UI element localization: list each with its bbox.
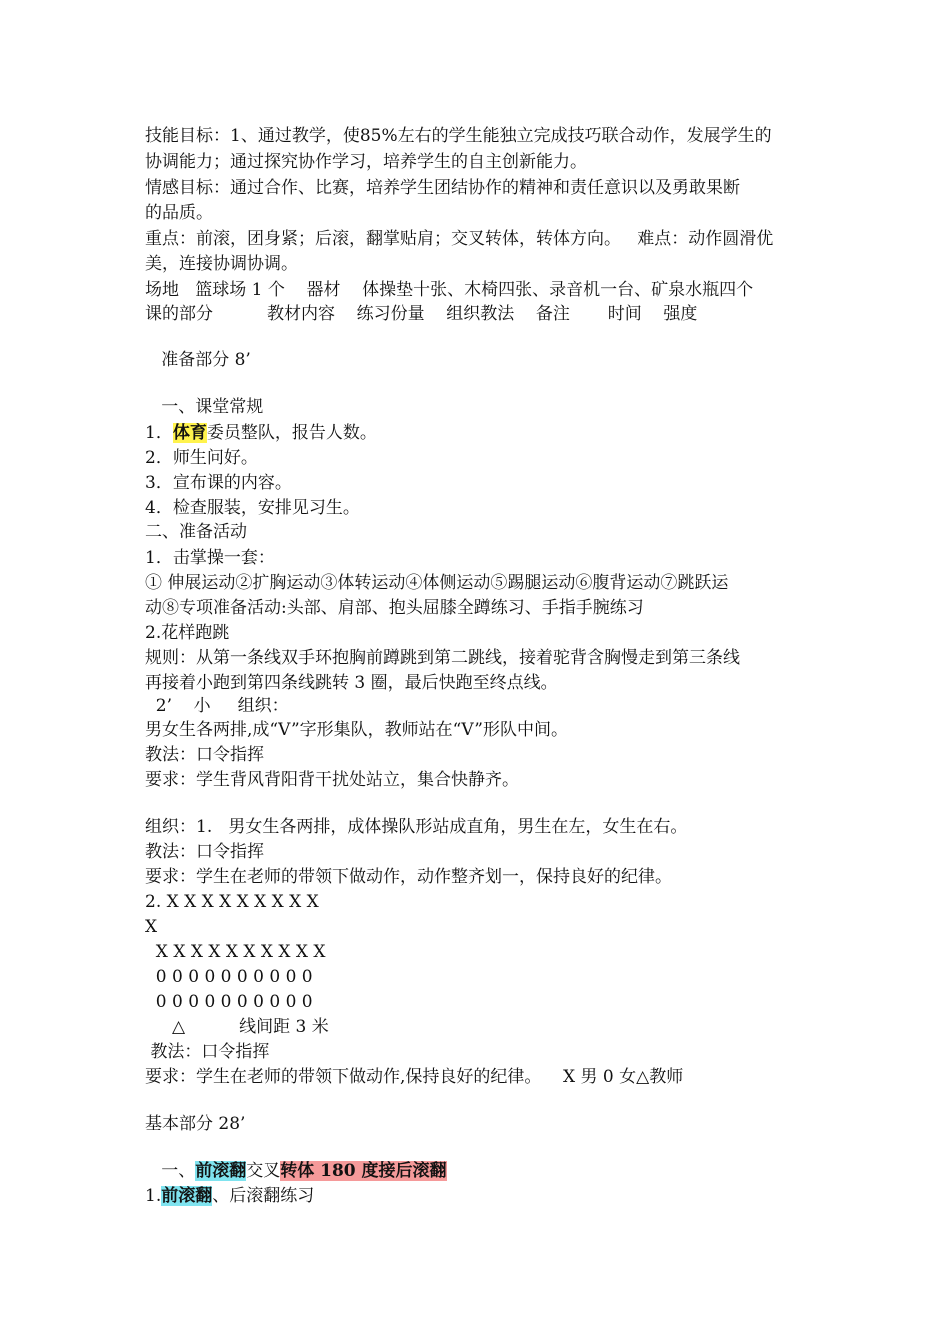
text-line: 技能目标：1、通过教学，使85%左右的学生能独立完成技巧联合动作，发展学生的 [145, 126, 772, 146]
text-line: 美，连接协调协调。 [145, 254, 298, 274]
formation-row: X [145, 917, 158, 937]
list-number: 1. [145, 1186, 162, 1206]
text-line: 要求：学生背风背阳背干扰处站立，集合快静齐。 [145, 770, 519, 790]
text-line: 教法：口令指挥 [145, 745, 264, 765]
text-line: 动⑧专项准备活动:头部、肩部、抱头屈膝全蹲练习、手指手腕练习 [145, 598, 644, 618]
formation-row: 2. X X X X X X X X X [145, 892, 319, 912]
text-line: 2’ 小 组织： [145, 696, 289, 716]
highlighted-text: 前滚翻 [195, 1161, 247, 1181]
text-line: 场地 篮球场 1 个 器材 体操垫十张、木椅四张、录音机一台、矿泉水瓶四个 [145, 280, 754, 300]
text-line: 2.花样跑跳 [145, 623, 230, 643]
text-line: 要求：学生在老师的带领下做动作,保持良好的纪律。 X 男 0 女△教师 [145, 1067, 684, 1087]
section-heading: 准备部分 8’ [145, 350, 251, 370]
text-line: 的品质。 [145, 203, 213, 223]
text-line: 1．击掌操一套： [145, 548, 275, 568]
formation-row: X X X X X X X X X X [145, 942, 326, 962]
heading-prefix: 一、 [145, 1161, 196, 1181]
list-number: 1． [145, 423, 173, 443]
text-line: 重点：前滚，团身紧；后滚，翻掌贴肩；交叉转体，转体方向。 难点：动作圆滑优 [145, 229, 774, 249]
text-line: 要求：学生在老师的带领下做动作，动作整齐划一，保持良好的纪律。 [145, 867, 672, 887]
highlighted-text: 体育 [172, 423, 207, 443]
text-line: 情感目标：通过合作、比赛，培养学生团结协作的精神和责任意识以及勇敢果断 [145, 178, 740, 198]
formation-row: 0 0 0 0 0 0 0 0 0 0 [145, 967, 313, 987]
highlighted-text: 转体 180 度接后滚翻 [280, 1161, 447, 1181]
text-line: 课的部分 教材内容 练习份量 组织教法 备注 时间 强度 [145, 304, 698, 324]
text-line: 协调能力；通过探究协作学习，培养学生的自主创新能力。 [145, 152, 587, 172]
list-item: 4．检查服装，安排见习生。 [145, 498, 360, 518]
section-heading: 基本部分 28’ [145, 1114, 246, 1134]
text-line: ① 伸展运动②扩胸运动③体转运动④体侧运动⑤踢腿运动⑥腹背运动⑦跳跃运 [145, 573, 729, 593]
heading-text: 交叉 [246, 1161, 281, 1181]
highlighted-text: 前滚翻 [161, 1186, 213, 1206]
subsection-heading [145, 1159, 447, 1183]
formation-row: 0 0 0 0 0 0 0 0 0 0 [145, 992, 313, 1012]
text-line: 教法：口令指挥 [145, 1042, 270, 1062]
list-item [145, 421, 377, 445]
text-line: 组织：1. 男女生各两排，成体操队形站成直角，男生在左，女生在右。 [145, 817, 688, 837]
list-item-text: 委员整队，报告人数。 [206, 423, 377, 443]
text-line: 男女生各两排,成“V”字形集队，教师站在“V”形队中间。 [145, 720, 568, 740]
list-item [145, 1184, 314, 1208]
formation-row: △ 线间距 3 米 [145, 1017, 329, 1037]
text-line: 教法：口令指挥 [145, 842, 264, 862]
list-item-text: 、后滚翻练习 [212, 1186, 315, 1206]
text-line: 再接着小跑到第四条线跳转 3 圈，最后快跑至终点线。 [145, 673, 558, 693]
text-line: 规则：从第一条线双手环抱胸前蹲跳到第二跳线，接着驼背含胸慢走到第三条线 [145, 648, 740, 668]
subsection-heading: 一、课堂常规 [145, 397, 264, 417]
subsection-heading: 二、准备活动 [145, 522, 247, 542]
list-item: 3．宣布课的内容。 [145, 473, 292, 493]
list-item: 2．师生问好。 [145, 448, 258, 468]
